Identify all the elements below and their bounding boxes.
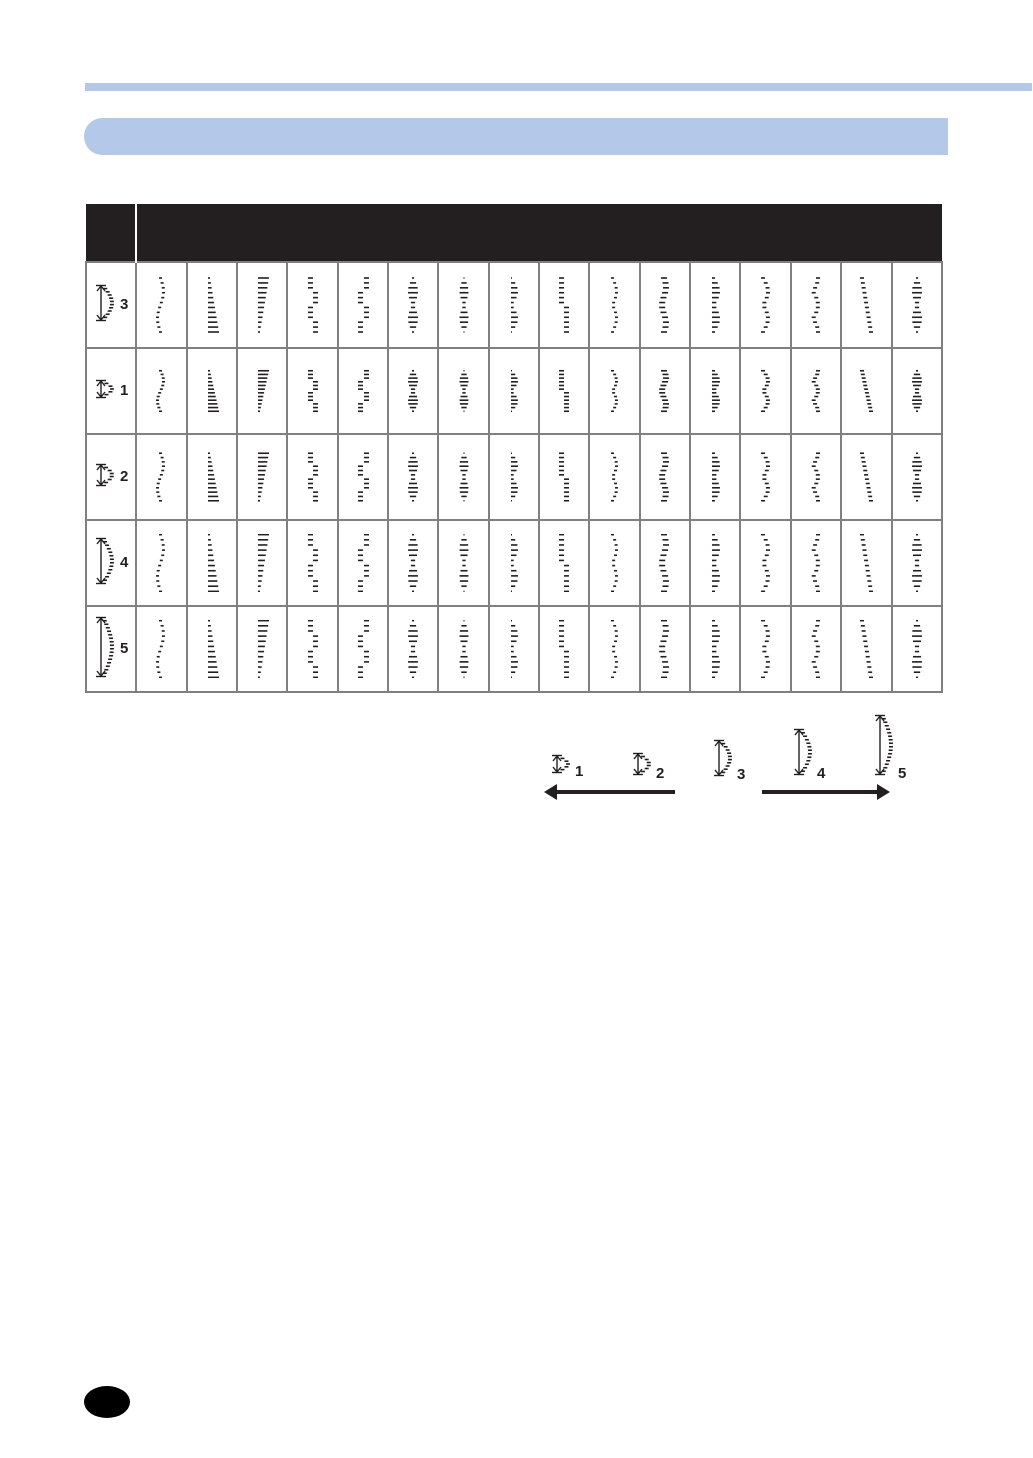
stitch-pattern-icon	[909, 448, 925, 506]
stitch-pattern-icon	[405, 620, 421, 678]
table-row	[86, 348, 942, 434]
stitch-pattern-icon	[506, 448, 522, 506]
stitch-pattern-icon	[858, 534, 874, 592]
stitch-pattern-icon	[758, 534, 774, 592]
stitch-pattern-cell	[589, 434, 639, 520]
stitch-pattern-icon	[808, 620, 824, 678]
stitch-pattern-icon	[254, 534, 270, 592]
table-row	[86, 520, 942, 606]
stitch-pattern-icon	[607, 620, 623, 678]
stitch-pattern-cell	[438, 520, 488, 606]
stitch-pattern-cell	[841, 520, 891, 606]
stitch-pattern-cell	[388, 348, 438, 434]
setting-number: 4	[120, 554, 129, 571]
setting-label	[94, 463, 128, 491]
stitch-pattern-icon	[657, 362, 673, 420]
stitch-pattern-cell	[640, 348, 690, 434]
stitch-pattern-cell	[690, 520, 740, 606]
stitch-pattern-cell	[438, 262, 488, 348]
stitch-pattern-cell	[338, 520, 388, 606]
stitch-pattern-icon	[154, 276, 170, 334]
stitch-pattern-icon	[305, 620, 321, 678]
stitch-pattern-icon	[456, 534, 472, 592]
stitch-pattern-icon	[456, 362, 472, 420]
stitch-pattern-cell	[791, 434, 841, 520]
header-setting	[86, 204, 136, 262]
stitch-pattern-cell	[640, 520, 690, 606]
stitch-pattern-cell	[388, 434, 438, 520]
stitch-pattern-icon	[506, 362, 522, 420]
arrow-left-icon	[556, 790, 675, 794]
stitch-pattern-icon	[204, 276, 220, 334]
stitch-pattern-icon	[556, 362, 572, 420]
stitch-pattern-cell	[489, 434, 539, 520]
stitch-pattern-icon	[909, 620, 925, 678]
stitch-pattern-cell	[740, 520, 790, 606]
stitch-pattern-icon	[405, 276, 421, 334]
setting-label	[94, 379, 128, 403]
table-row	[86, 262, 942, 348]
header-stitch	[136, 204, 942, 262]
stitch-pattern-cell	[438, 434, 488, 520]
legend-item-5	[873, 714, 906, 781]
stitch-pattern-icon	[607, 276, 623, 334]
stitch-pattern-cell	[287, 434, 337, 520]
stitch-pattern-icon	[607, 448, 623, 506]
stitch-pattern-cell	[740, 262, 790, 348]
stitch-pattern-cell	[539, 606, 589, 692]
stitch-length-icon	[792, 728, 816, 781]
stitch-length-icon	[94, 616, 118, 682]
stitch-pattern-cell	[589, 348, 639, 434]
stitch-pattern-icon	[909, 362, 925, 420]
stitch-pattern-cell	[791, 262, 841, 348]
stitch-pattern-icon	[204, 534, 220, 592]
stitch-pattern-icon	[607, 534, 623, 592]
stitch-pattern-icon	[355, 534, 371, 592]
stitch-pattern-cell	[690, 434, 740, 520]
stitch-pattern-cell	[589, 262, 639, 348]
setting-cell	[86, 606, 136, 692]
stitch-pattern-icon	[707, 362, 723, 420]
top-accent-rule	[85, 83, 1032, 91]
stitch-pattern-cell	[187, 434, 237, 520]
stitch-pattern-cell	[539, 262, 589, 348]
stitch-pattern-cell	[589, 520, 639, 606]
stitch-length-icon	[94, 537, 118, 589]
section-title-bar	[84, 118, 948, 155]
stitch-pattern-icon	[506, 620, 522, 678]
table-row	[86, 606, 942, 692]
stitch-pattern-icon	[355, 362, 371, 420]
stitch-pattern-cell	[338, 348, 388, 434]
setting-label	[94, 537, 128, 589]
stitch-pattern-icon	[456, 620, 472, 678]
stitch-pattern-cell	[690, 348, 740, 434]
stitch-pattern-icon	[657, 276, 673, 334]
stitch-pattern-cell	[892, 434, 943, 520]
stitch-pattern-cell	[589, 606, 639, 692]
stitch-pattern-cell	[841, 434, 891, 520]
setting-cell	[86, 348, 136, 434]
stitch-pattern-cell	[438, 348, 488, 434]
stitch-pattern-icon	[204, 362, 220, 420]
stitch-pattern-cell	[489, 262, 539, 348]
stitch-pattern-cell	[892, 348, 943, 434]
setting-number: 3	[120, 296, 129, 313]
legend-number: 1	[575, 763, 584, 780]
stitch-pattern-icon	[707, 534, 723, 592]
stitch-pattern-cell	[136, 520, 186, 606]
stitch-pattern-cell	[640, 606, 690, 692]
stitch-length-icon	[873, 714, 897, 781]
stitch-pattern-cell	[338, 434, 388, 520]
stitch-pattern-cell	[136, 606, 186, 692]
stitch-pattern-icon	[657, 534, 673, 592]
stitch-pattern-icon	[909, 534, 925, 592]
legend-number: 3	[737, 766, 746, 783]
stitch-pattern-icon	[254, 362, 270, 420]
stitch-pattern-cell	[338, 262, 388, 348]
stitch-pattern-cell	[791, 520, 841, 606]
legend-item-2	[631, 752, 664, 781]
stitch-pattern-cell	[136, 434, 186, 520]
stitch-pattern-cell	[690, 606, 740, 692]
stitch-pattern-icon	[405, 534, 421, 592]
stitch-pattern-icon	[405, 362, 421, 420]
stitch-pattern-icon	[154, 620, 170, 678]
stitch-pattern-icon	[607, 362, 623, 420]
legend-number: 5	[898, 765, 907, 782]
stitch-pattern-icon	[305, 362, 321, 420]
stitch-pattern-icon	[556, 276, 572, 334]
stitch-pattern-cell	[791, 348, 841, 434]
length-legend	[540, 712, 940, 812]
stitch-pattern-icon	[456, 276, 472, 334]
setting-number: 2	[120, 468, 129, 485]
stitch-pattern-icon	[204, 448, 220, 506]
stitch-pattern-cell	[287, 348, 337, 434]
stitch-pattern-cell	[237, 262, 287, 348]
stitch-pattern-icon	[707, 448, 723, 506]
stitch-pattern-icon	[808, 362, 824, 420]
stitch-pattern-icon	[204, 620, 220, 678]
stitch-pattern-cell	[287, 262, 337, 348]
stitch-pattern-cell	[489, 348, 539, 434]
stitch-pattern-cell	[187, 348, 237, 434]
stitch-pattern-cell	[690, 262, 740, 348]
stitch-pattern-icon	[758, 276, 774, 334]
stitch-pattern-cell	[187, 520, 237, 606]
stitch-pattern-cell	[640, 262, 690, 348]
stitch-pattern-cell	[740, 434, 790, 520]
stitch-pattern-cell	[539, 434, 589, 520]
stitch-pattern-icon	[506, 276, 522, 334]
stitch-pattern-icon	[254, 620, 270, 678]
stitch-pattern-cell	[892, 262, 943, 348]
stitch-pattern-icon	[657, 448, 673, 506]
stitch-pattern-cell	[841, 348, 891, 434]
table-row	[86, 434, 942, 520]
stitch-pattern-icon	[355, 620, 371, 678]
stitch-pattern-icon	[305, 534, 321, 592]
page-number-badge	[84, 1386, 130, 1418]
stitch-pattern-icon	[154, 362, 170, 420]
stitch-pattern-cell	[740, 606, 790, 692]
stitch-pattern-icon	[707, 620, 723, 678]
legend-item-4	[792, 728, 825, 781]
stitch-pattern-icon	[456, 448, 472, 506]
setting-number: 1	[120, 382, 129, 399]
setting-cell	[86, 262, 136, 348]
stitch-length-icon	[94, 379, 118, 403]
stitch-pattern-cell	[237, 434, 287, 520]
stitch-pattern-cell	[136, 348, 186, 434]
stitch-pattern-icon	[254, 276, 270, 334]
stitch-pattern-icon	[254, 448, 270, 506]
stitch-pattern-cell	[388, 520, 438, 606]
stitch-pattern-cell	[187, 262, 237, 348]
stitch-pattern-cell	[892, 520, 943, 606]
stitch-pattern-icon	[858, 276, 874, 334]
stitch-pattern-cell	[237, 606, 287, 692]
stitch-pattern-cell	[287, 606, 337, 692]
stitch-pattern-icon	[556, 448, 572, 506]
legend-number: 2	[656, 765, 665, 782]
setting-cell	[86, 434, 136, 520]
legend-item-3	[712, 739, 745, 782]
stitch-pattern-icon	[305, 276, 321, 334]
stitch-length-icon	[94, 284, 118, 326]
stitch-pattern-icon	[154, 534, 170, 592]
stitch-pattern-icon	[707, 276, 723, 334]
table-header-row	[86, 204, 942, 262]
stitch-pattern-cell	[740, 348, 790, 434]
setting-label	[94, 284, 128, 326]
stitch-pattern-cell	[489, 520, 539, 606]
stitch-pattern-icon	[858, 362, 874, 420]
stitch-pattern-icon	[808, 276, 824, 334]
stitch-length-icon	[550, 754, 574, 779]
stitch-pattern-cell	[438, 606, 488, 692]
stitch-pattern-cell	[489, 606, 539, 692]
setting-cell	[86, 520, 136, 606]
stitch-pattern-cell	[892, 606, 943, 692]
stitch-pattern-icon	[758, 362, 774, 420]
stitch-pattern-cell	[338, 606, 388, 692]
stitch-pattern-cell	[841, 262, 891, 348]
stitch-pattern-icon	[556, 620, 572, 678]
legend-number: 4	[817, 765, 826, 782]
stitch-pattern-icon	[154, 448, 170, 506]
stitch-pattern-icon	[808, 448, 824, 506]
stitch-pattern-cell	[136, 262, 186, 348]
stitch-pattern-cell	[791, 606, 841, 692]
stitch-length-icon	[94, 463, 118, 491]
stitch-pattern-icon	[808, 534, 824, 592]
stitch-length-icon	[712, 739, 736, 782]
setting-number: 5	[120, 640, 129, 657]
legend-item-1	[550, 754, 583, 779]
stitch-pattern-icon	[909, 276, 925, 334]
stitch-pattern-icon	[858, 620, 874, 678]
stitch-pattern-cell	[388, 606, 438, 692]
stitch-pattern-cell	[237, 348, 287, 434]
arrow-right-icon	[762, 790, 878, 794]
stitch-pattern-cell	[187, 606, 237, 692]
stitch-length-table	[85, 204, 943, 693]
stitch-pattern-icon	[657, 620, 673, 678]
stitch-pattern-cell	[539, 520, 589, 606]
stitch-pattern-icon	[355, 448, 371, 506]
stitch-pattern-icon	[405, 448, 421, 506]
stitch-pattern-cell	[237, 520, 287, 606]
stitch-pattern-icon	[305, 448, 321, 506]
stitch-pattern-icon	[758, 620, 774, 678]
stitch-pattern-cell	[287, 520, 337, 606]
stitch-pattern-cell	[388, 262, 438, 348]
stitch-pattern-icon	[758, 448, 774, 506]
stitch-length-icon	[631, 752, 655, 781]
stitch-pattern-icon	[506, 534, 522, 592]
stitch-pattern-cell	[841, 606, 891, 692]
stitch-pattern-icon	[556, 534, 572, 592]
stitch-pattern-cell	[640, 434, 690, 520]
stitch-pattern-icon	[355, 276, 371, 334]
stitch-pattern-icon	[858, 448, 874, 506]
setting-label	[94, 616, 128, 682]
stitch-pattern-cell	[539, 348, 589, 434]
